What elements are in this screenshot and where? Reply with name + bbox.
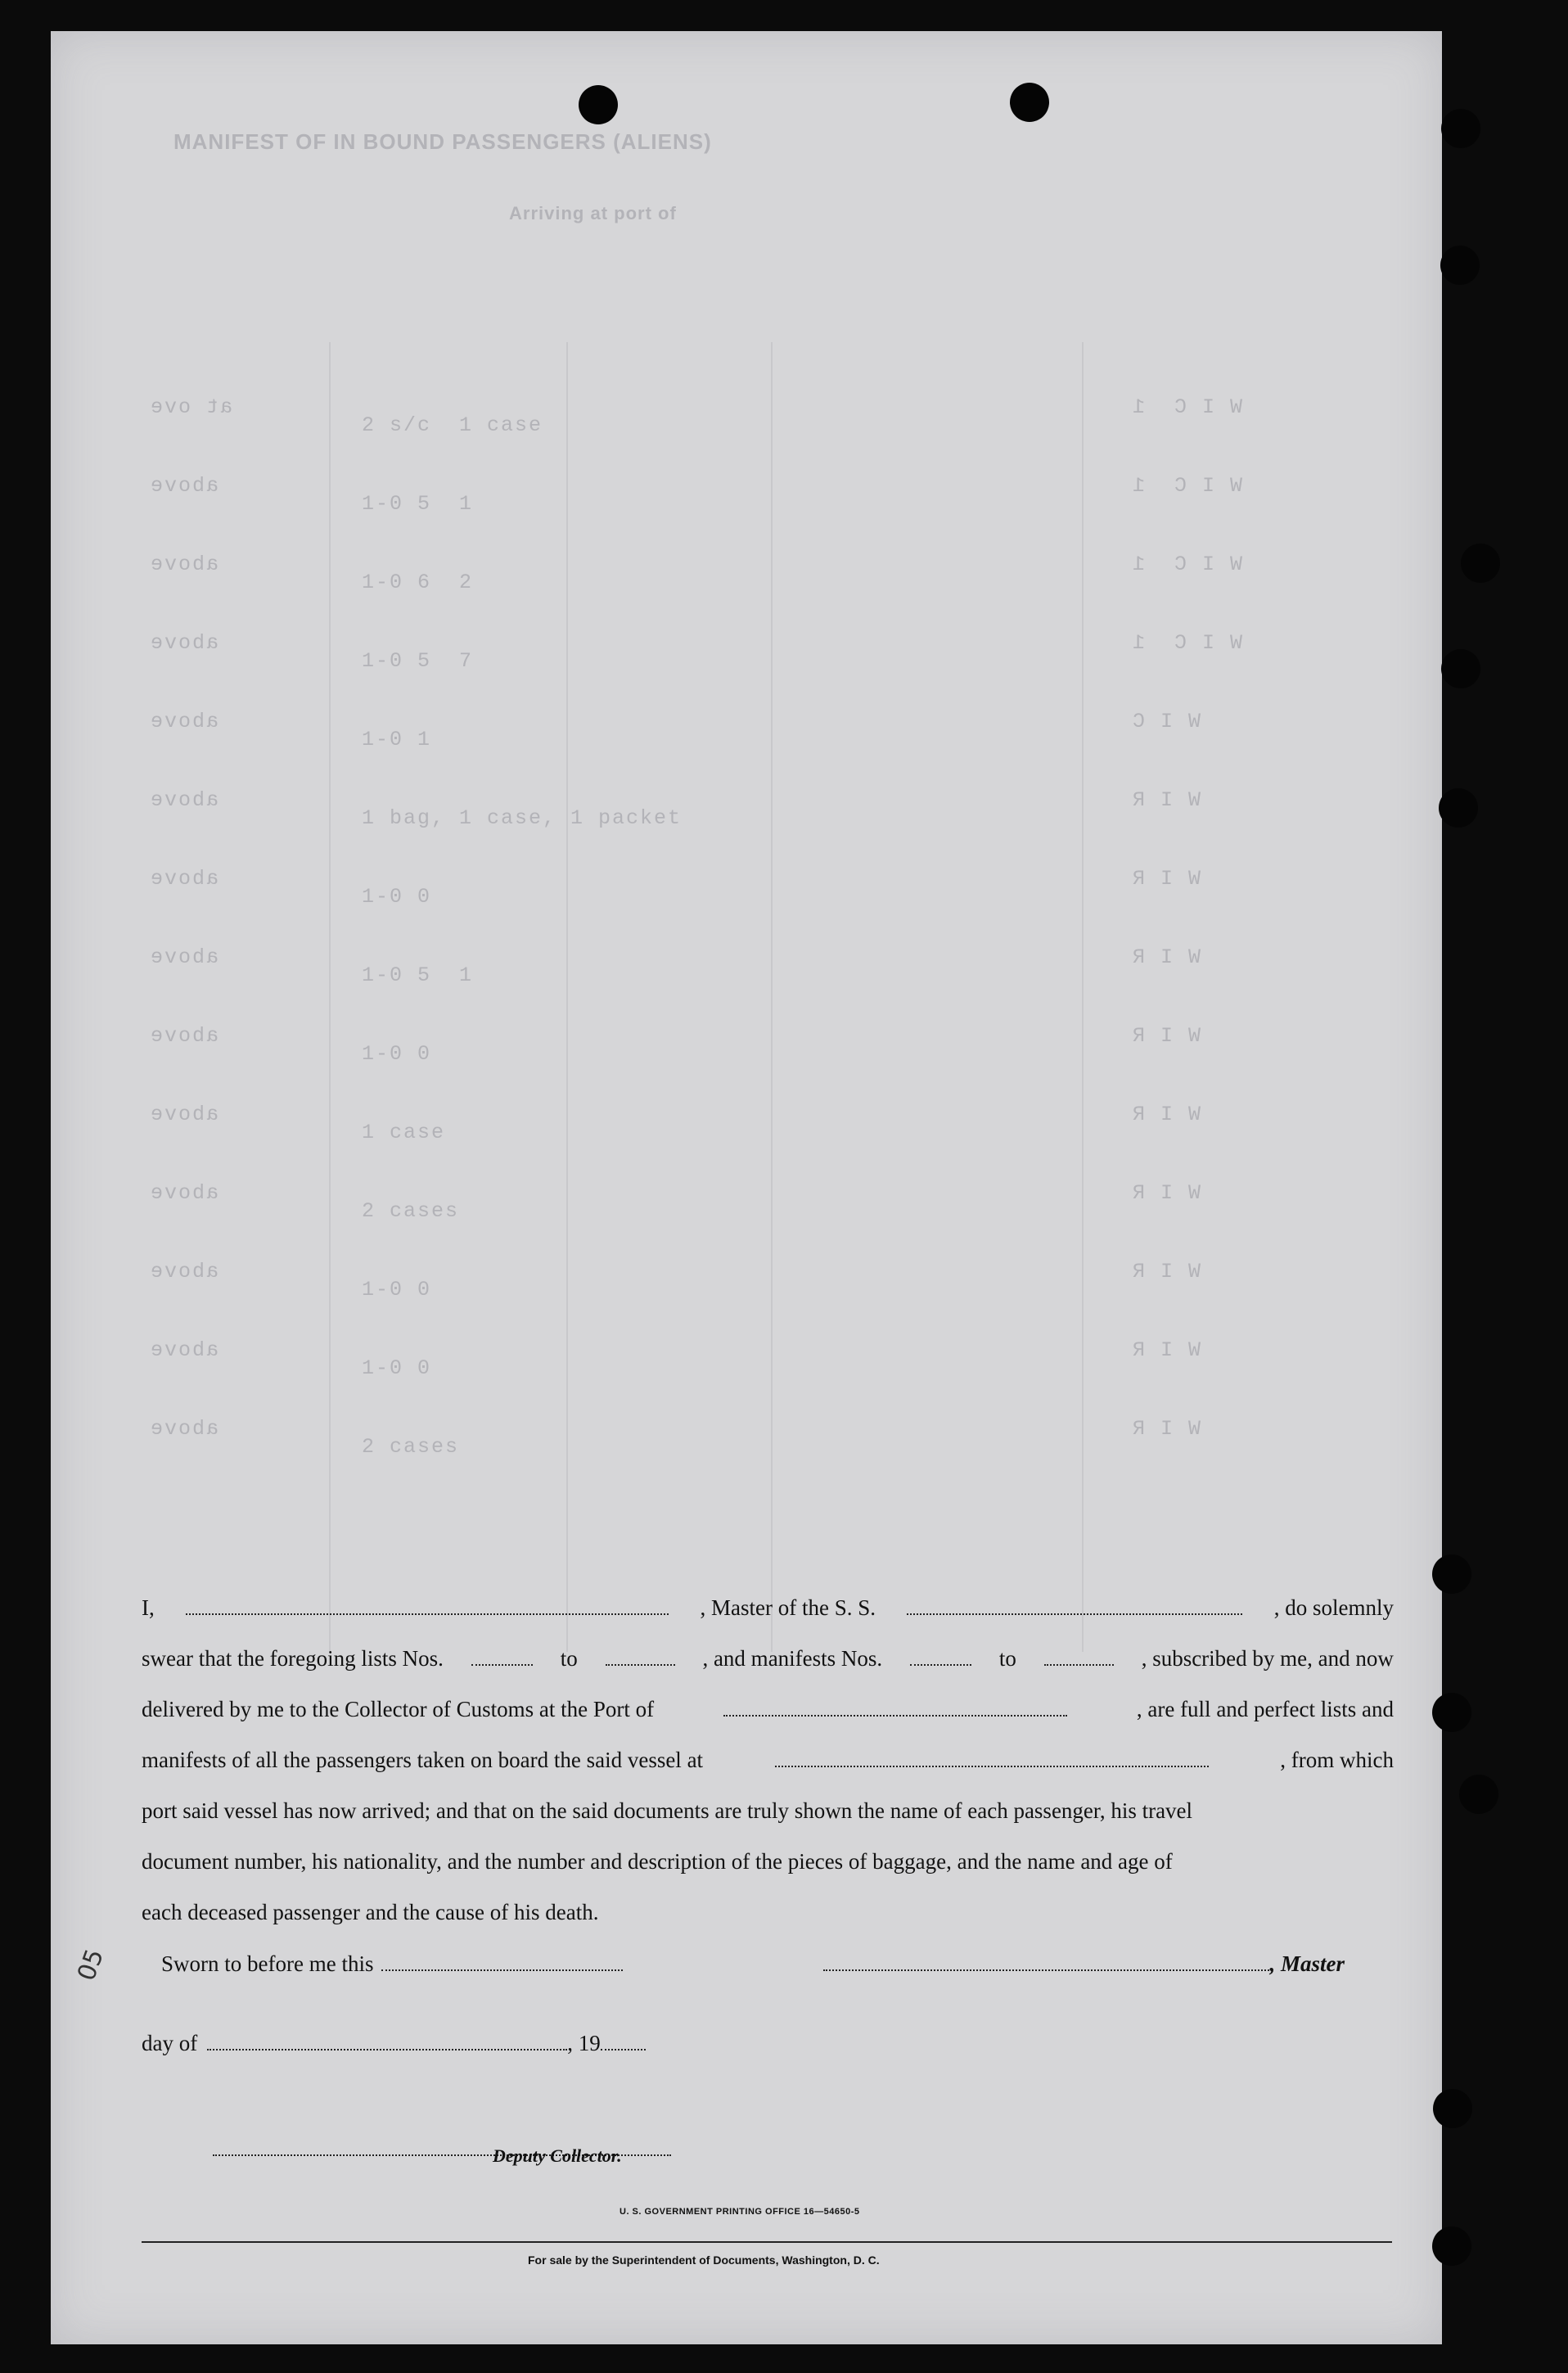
bleed-row-a: W I R	[1131, 1024, 1201, 1048]
sworn-date-field[interactable]	[381, 1953, 623, 1971]
bleed-row-b: 2 cases	[362, 1435, 460, 1459]
bleed-row-c: above	[149, 867, 219, 891]
oath-l7: each deceased passenger and the cause of his death.	[142, 1900, 599, 1924]
oath-l1-b: , Master of the S. S.	[700, 1595, 876, 1620]
punch-hole	[1433, 2089, 1472, 2128]
bleed-row-b: 1 case	[362, 1121, 446, 1144]
bleed-row-a: W I C 1	[1131, 553, 1243, 576]
printing-office-label: U. S. GOVERNMENT PRINTING OFFICE 16—54650-5	[620, 2207, 860, 2217]
bleed-row-a: W I C 1	[1131, 395, 1243, 419]
punch-hole	[579, 85, 618, 124]
oath-l2-d: to	[998, 1646, 1016, 1671]
footer-rule	[142, 2241, 1392, 2243]
bleed-row-a: W I R	[1131, 788, 1201, 812]
bleed-row-a: W I R	[1131, 1417, 1201, 1441]
bleed-subheader: Arriving at port of	[509, 203, 677, 223]
bleed-row-b: 1-0 0	[362, 1356, 432, 1380]
day-section	[142, 2018, 1394, 2068]
punch-hole	[1432, 1554, 1471, 1594]
punch-hole	[1010, 83, 1049, 122]
document-sheet	[51, 31, 1442, 2344]
bleed-row-c: above	[149, 1260, 219, 1283]
bleed-row-b: 1-0 5 1	[362, 963, 474, 987]
deputy-collector-label: Deputy Collector.	[493, 2145, 622, 2166]
oath-l3-a: delivered by me to the Collector of Customs at the Port of	[142, 1697, 655, 1721]
punch-hole	[1439, 788, 1478, 828]
sworn-label: Sworn to before me this	[161, 1951, 374, 1976]
port-field[interactable]	[723, 1699, 1067, 1717]
bleed-row-b: 1-0 5 1	[362, 492, 474, 516]
bleed-row-b: 2 s/c 1 case	[362, 413, 543, 437]
bleed-row-c: above	[149, 1103, 219, 1126]
day-label: day of	[142, 2031, 198, 2055]
bleed-row-c: at ove	[149, 395, 233, 419]
punch-hole	[1441, 649, 1480, 688]
lists-to-field[interactable]	[606, 1648, 675, 1666]
oath-l2-b: to	[560, 1646, 578, 1671]
punch-hole	[1461, 544, 1500, 583]
day-month-field[interactable]	[207, 2032, 567, 2050]
punch-hole	[1432, 1693, 1471, 1732]
bleed-header: MANIFEST OF IN BOUND PASSENGERS (ALIENS)	[173, 129, 712, 154]
oath-l2-e: , subscribed by me, and now	[1141, 1646, 1394, 1671]
lists-from-field[interactable]	[471, 1648, 533, 1666]
bleed-row-a: W I R	[1131, 1260, 1201, 1283]
oath-l4-b: , from which	[1280, 1748, 1394, 1772]
ship-name-field[interactable]	[907, 1597, 1242, 1615]
bleed-row-a: W I C	[1131, 710, 1201, 733]
bleed-row-b: 1-0 0	[362, 1042, 432, 1066]
bleed-row-c: above	[149, 474, 219, 498]
oath-paragraph	[142, 1582, 1394, 1938]
bleed-row-a: W I R	[1131, 945, 1201, 969]
manifests-to-field[interactable]	[1044, 1648, 1114, 1666]
bleed-row-a: W I C 1	[1131, 631, 1243, 655]
bleed-row-a: W I R	[1131, 867, 1201, 891]
oath-l5: port said vessel has now arrived; and that on the said documents are truly shown the name of each passenger, his travel	[142, 1798, 1193, 1823]
year-field[interactable]	[601, 2032, 646, 2050]
oath-l6: document number, his nationality, and the number and description of the pieces of baggage, and the name and age of	[142, 1849, 1173, 1874]
manifests-from-field[interactable]	[910, 1648, 971, 1666]
for-sale-label: For sale by the Superintendent of Documents, Washington, D. C.	[528, 2253, 880, 2267]
oath-l3-b: , are full and perfect lists and	[1136, 1697, 1394, 1721]
bleed-row-b: 1-0 6 2	[362, 571, 474, 594]
oath-l2-c: , and manifests Nos.	[702, 1646, 883, 1671]
bleed-row-a: W I R	[1131, 1103, 1201, 1126]
bleed-row-c: above	[149, 788, 219, 812]
bleed-row-c: above	[149, 1024, 219, 1048]
bleed-row-b: 1 bag, 1 case, 1 packet	[362, 806, 683, 830]
punch-hole	[1441, 109, 1480, 148]
oath-l1-a: I,	[142, 1595, 155, 1620]
bleed-row-a: W I C 1	[1131, 474, 1243, 498]
bleed-row-b: 1-0 1	[362, 728, 432, 751]
punch-hole	[1459, 1775, 1498, 1814]
oath-l2-a: swear that the foregoing lists Nos.	[142, 1646, 444, 1671]
year-label: , 19	[567, 2031, 601, 2055]
bleed-row-c: above	[149, 1417, 219, 1441]
oath-l1-c: , do solemnly	[1273, 1595, 1394, 1620]
bleed-row-b: 1-0 5 7	[362, 649, 474, 673]
bleed-row-a: W I R	[1131, 1338, 1201, 1362]
punch-hole	[1432, 2226, 1471, 2266]
bleed-row-c: above	[149, 1181, 219, 1205]
sworn-section	[142, 1938, 1394, 1989]
bleed-row-b: 1-0 0	[362, 885, 432, 909]
bleed-row-c: above	[149, 945, 219, 969]
bleed-row-c: above	[149, 553, 219, 576]
pencil-note: 05	[72, 1945, 110, 1985]
bleed-row-a: W I R	[1131, 1181, 1201, 1205]
oath-l4-a: manifests of all the passengers taken on board the said vessel at	[142, 1748, 704, 1772]
master-label: , Master	[1269, 1951, 1345, 1976]
embark-port-field[interactable]	[775, 1749, 1209, 1767]
bleed-row-c: above	[149, 710, 219, 733]
bleed-row-b: 2 cases	[362, 1199, 460, 1223]
bleed-row-b: 1-0 0	[362, 1278, 432, 1302]
master-signature-field[interactable]	[823, 1953, 1269, 1971]
punch-hole	[1440, 246, 1480, 285]
bleed-row-c: above	[149, 1338, 219, 1362]
master-name-field[interactable]	[186, 1597, 669, 1615]
bleed-row-c: above	[149, 631, 219, 655]
